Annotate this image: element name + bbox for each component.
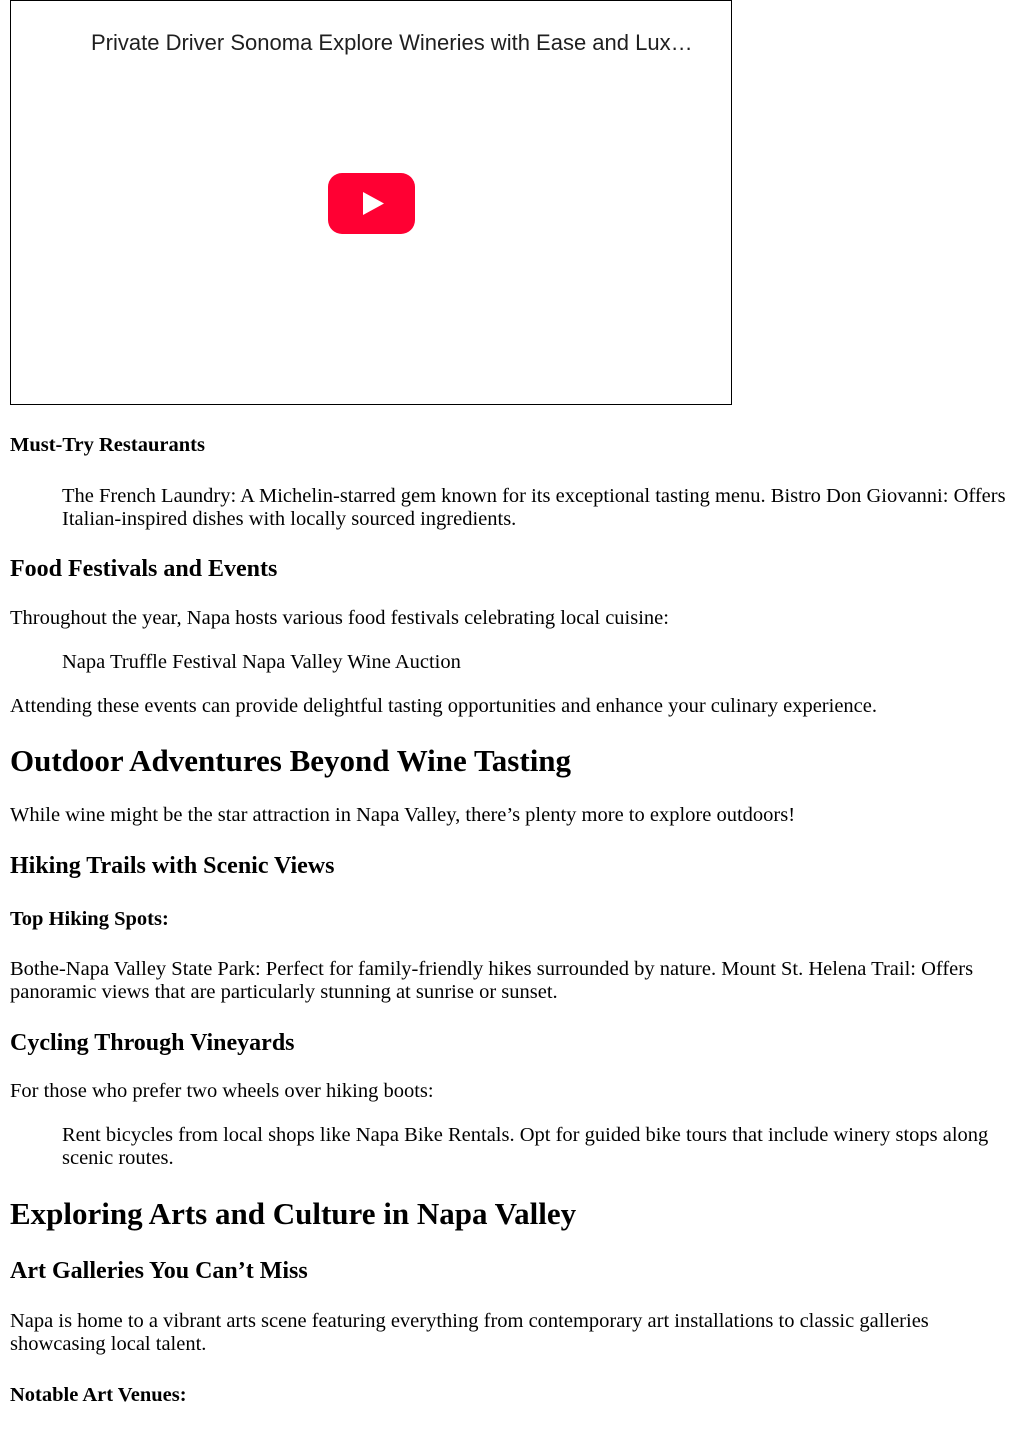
restaurants-heading: Must-Try Restaurants	[10, 434, 205, 456]
play-button[interactable]	[328, 173, 415, 234]
hiking-text: Bothe-Napa Valley State Park: Perfect for family-friendly hikes surrounded by nature. Mount St. Helena Trail: Offers panoramic views that are particularly stunning at sunrise or sunset.	[10, 958, 974, 1003]
cycling-list: Rent bicycles from local shops like Napa Bike Rentals. Opt for guided bike tours that include winery stops along scenic routes.	[62, 1124, 989, 1169]
galleries-text: Napa is home to a vibrant arts scene featuring everything from contemporary art installations to classic galleries showcasing local talent.	[10, 1310, 929, 1355]
art-venues-subheading: Notable Art Venues:	[10, 1384, 187, 1406]
hiking-heading: Hiking Trails with Scenic Views	[10, 853, 335, 879]
youtube-video-embed[interactable]	[10, 0, 732, 405]
cycling-heading: Cycling Through Vineyards	[10, 1030, 295, 1056]
food-festivals-outro: Attending these events can provide delightful tasting opportunities and enhance your culinary experience.	[10, 695, 877, 717]
arts-heading: Exploring Arts and Culture in Napa Valley	[10, 1196, 577, 1231]
restaurants-list: The French Laundry: A Michelin-starred gem known for its exceptional tasting menu. Bistro Don Giovanni: Offers Italian-inspired dishes with locally sourced ingredients.	[62, 485, 1006, 530]
outdoor-heading: Outdoor Adventures Beyond Wine Tasting	[10, 743, 572, 778]
food-festivals-list: Napa Truffle Festival Napa Valley Wine Auction	[62, 651, 461, 673]
hiking-subheading: Top Hiking Spots:	[10, 908, 169, 930]
video-title[interactable]: Private Driver Sonoma Explore Wineries with Ease and Lux…	[91, 30, 693, 55]
play-icon	[328, 173, 415, 234]
outdoor-intro: While wine might be the star attraction in Napa Valley, there’s plenty more to explore outdoors!	[10, 804, 796, 826]
article-content	[10, 0, 1014, 1406]
food-festivals-heading: Food Festivals and Events	[10, 556, 278, 582]
food-festivals-intro: Throughout the year, Napa hosts various food festivals celebrating local cuisine:	[10, 607, 669, 629]
cycling-intro: For those who prefer two wheels over hiking boots:	[10, 1080, 434, 1102]
galleries-heading: Art Galleries You Can’t Miss	[10, 1258, 308, 1284]
